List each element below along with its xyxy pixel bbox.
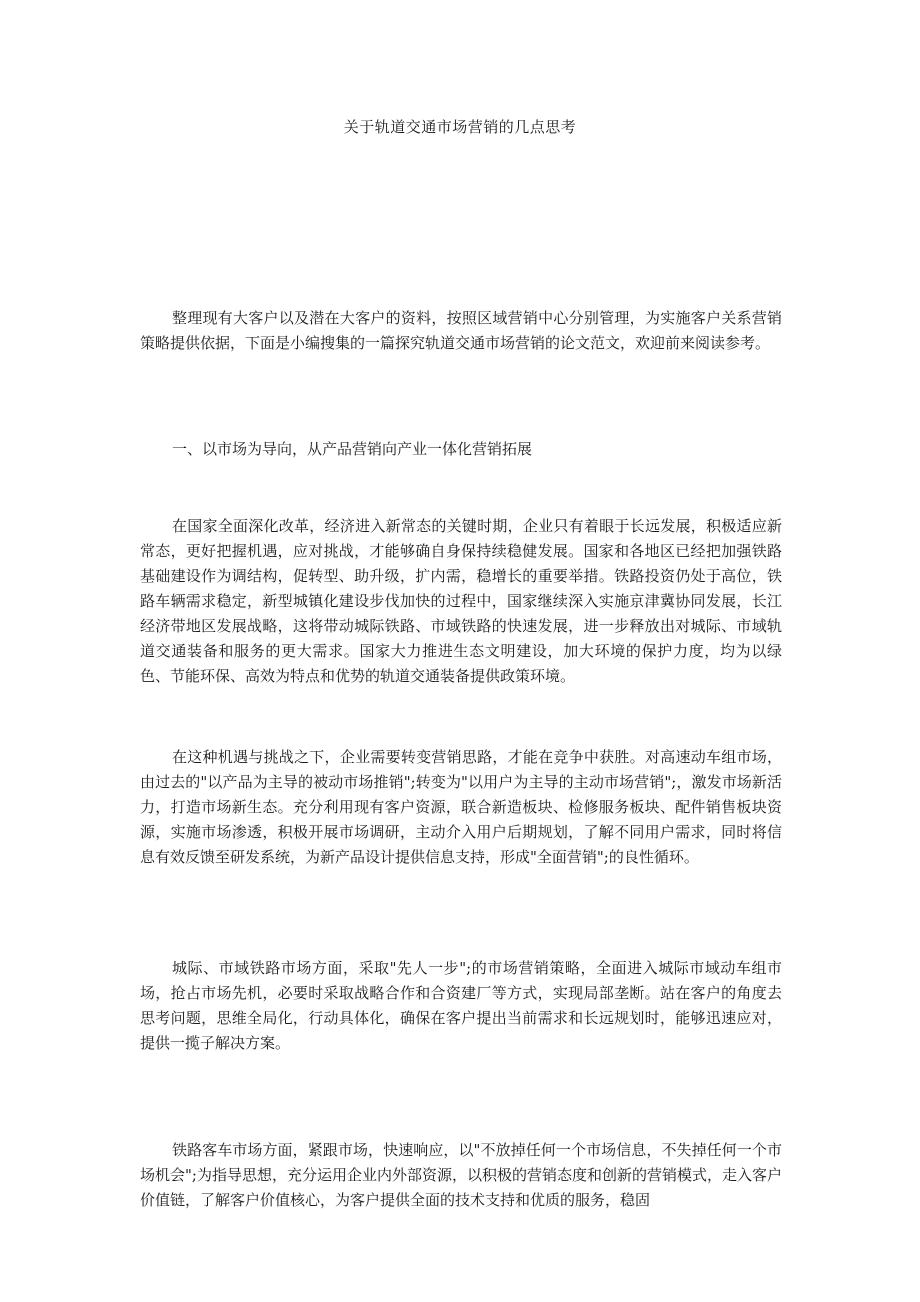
body-paragraph: 在国家全面深化改革，经济进入新常态的关键时期，企业只有着眼于长远发展，积极适应新常态，更好把握机遇，应对挑战，才能够确自身保持续稳健发展。国家和各地区已经把加强铁路基础建设作为调结构，促转型、助升级，扩内需，稳增长的重要举措。铁路投资仍处于高位，铁路车辆需求稳定，新型城镇化建设步伐加快的过程中，国家继续深入实施京津冀协同发展，长江经济带地区发展战略，这将带动城际铁路、市域铁路的快速发展，进一步释放出对城际、市域轨道交通装备和服务的更大需求。国家大力推进生态文明建设，加大环境的保护力度，均为以绿色、节能环保、高效为特点和优势的轨道交通装备提供政策环境。 — [140, 517, 782, 685]
document-title: 关于轨道交通市场营销的几点思考 — [343, 118, 577, 136]
intro-paragraph: 整理现有大客户以及潜在大客户的资料，按照区域营销中心分别管理，为实施客户关系营销策略提供依据，下面是小编搜集的一篇探究轨道交通市场营销的论文范文，欢迎前来阅读参考。 — [140, 309, 782, 352]
body-paragraph: 城际、市域铁路市场方面，采取"先人一步";的市场营销策略，全面进入城际市域动车组市场，抢占市场先机，必要时采取战略合作和合资建厂等方式，实现局部垄断。站在客户的角度去思考问题，思维全局化，行动具体化，确保在客户提出当前需求和长远规划时，能够迅速应对，提供一揽子解决方案。 — [140, 959, 782, 1052]
body-paragraph: 铁路客车市场方面，紧跟市场，快速响应，以"不放掉任何一个市场信息，不失掉任何一个市场机会";为指导思想，充分运用企业内外部资源，以积极的营销态度和创新的营销模式，走入客户价值链，了解客户价值核心，为客户提供全面的技术支持和优质的服务，稳固 — [140, 1141, 782, 1209]
body-paragraph: 在这种机遇与挑战之下，企业需要转变营销思路，才能在竞争中获胜。对高速动车组市场，由过去的"以产品为主导的被动市场推销";转变为"以用户为主导的主动市场营销";，激发市场新活力，打造市场新生态。充分利用现有客户资源，联合新造板块、检修服务板块、配件销售板块资源，实施市场渗透，积极开展市场调研，主动介入用户后期规划，了解不同用户需求，同时将信息有效反馈至研发系统，为新产品设计提供信息支持，形成"全面营销";的良性循环。 — [140, 748, 782, 866]
section-heading: 一、以市场为导向，从产品营销向产业一体化营销拓展 — [172, 440, 533, 458]
